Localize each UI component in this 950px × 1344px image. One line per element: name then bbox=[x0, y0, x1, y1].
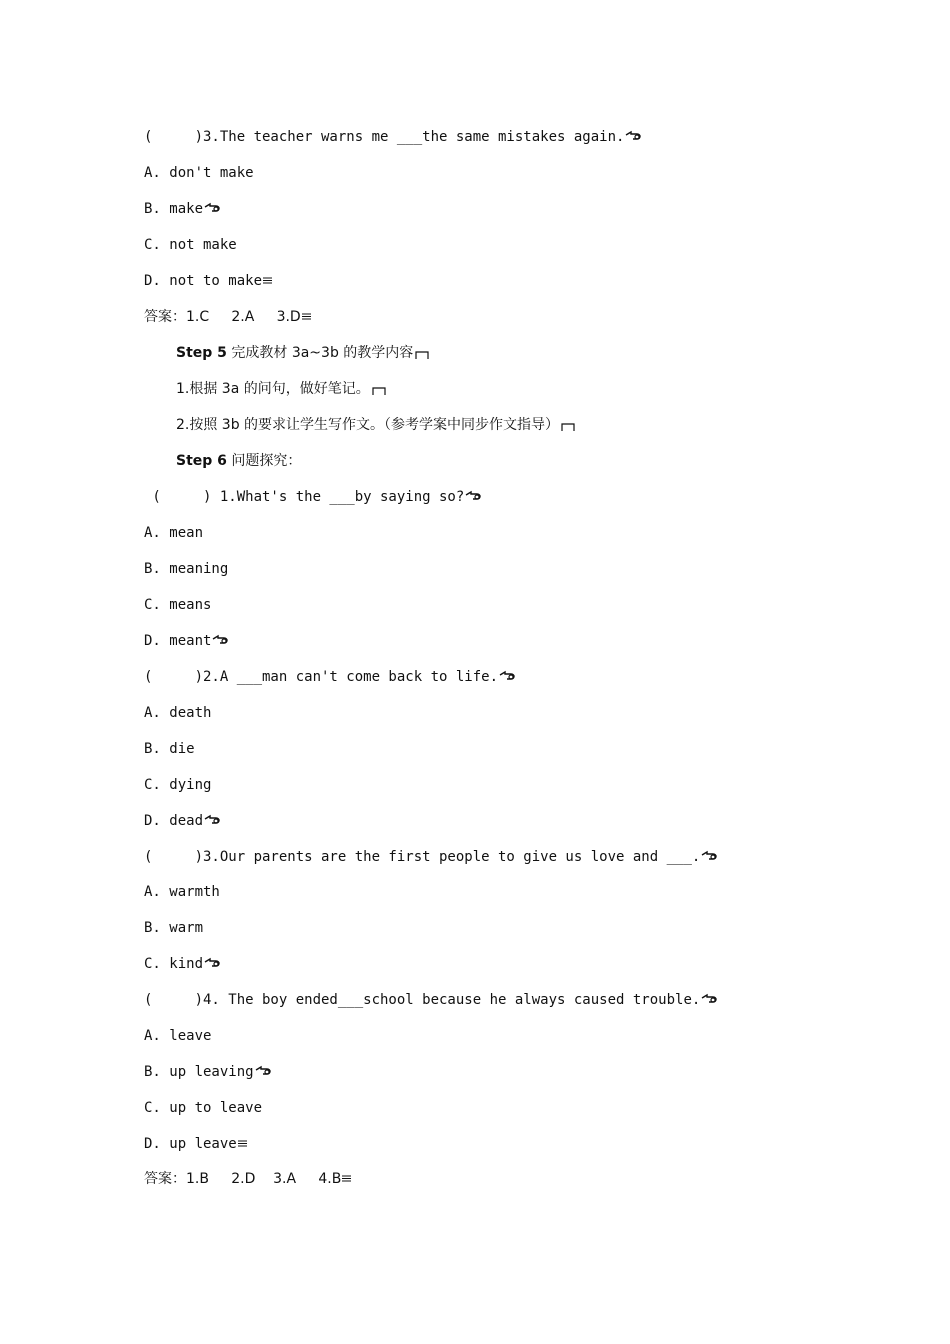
option-c: C. means bbox=[144, 597, 212, 613]
equals-end-icon bbox=[238, 1133, 248, 1143]
step5-heading bbox=[176, 342, 429, 364]
bracket-end-icon bbox=[415, 345, 429, 357]
option-d bbox=[144, 630, 230, 652]
question-stem bbox=[144, 486, 483, 508]
return-arrow-icon bbox=[701, 850, 719, 862]
option-b: B. meaning bbox=[144, 561, 229, 577]
option-d bbox=[144, 1133, 248, 1155]
equals-end-icon bbox=[263, 270, 273, 280]
question-stem bbox=[144, 126, 643, 148]
item-text: 2.按照 3b 的要求让学生写作文。（参考学案中同步作文指导） bbox=[176, 417, 560, 433]
option-b: B. die bbox=[144, 741, 195, 757]
return-arrow-icon bbox=[255, 1065, 273, 1077]
option-a: A. leave bbox=[144, 1028, 212, 1044]
step-title: 问题探究： bbox=[231, 453, 302, 469]
bracket-end-icon bbox=[372, 381, 386, 393]
question-stem bbox=[144, 666, 517, 688]
question-stem bbox=[144, 846, 719, 868]
step6-heading bbox=[176, 450, 301, 472]
stem-text: ( )3.Our parents are the first people to give us love and ___. bbox=[144, 849, 701, 865]
option-b bbox=[144, 198, 222, 220]
option-a: A. death bbox=[144, 705, 212, 721]
return-arrow-icon bbox=[204, 957, 222, 969]
option-c: C. up to leave bbox=[144, 1100, 263, 1116]
return-arrow-icon bbox=[465, 490, 483, 502]
return-arrow-icon bbox=[204, 814, 222, 826]
option-c: C. not make bbox=[144, 237, 237, 253]
option-text: D. dead bbox=[144, 813, 204, 829]
option-a: A. warmth bbox=[144, 884, 220, 900]
return-arrow-icon bbox=[625, 130, 643, 142]
option-text: D. meant bbox=[144, 633, 212, 649]
answer-line bbox=[144, 306, 312, 328]
stem-text: ( )3.The teacher warns me ___the same mistakes again. bbox=[144, 129, 625, 145]
equals-end-icon bbox=[342, 1168, 352, 1178]
option-d bbox=[144, 810, 222, 832]
option-a: A. don't make bbox=[144, 165, 254, 181]
answer-text: 答案：1.C 2.A 3.D bbox=[144, 309, 301, 325]
step-label: Step 6 bbox=[176, 453, 227, 469]
option-d bbox=[144, 270, 273, 292]
return-arrow-icon bbox=[212, 634, 230, 646]
option-text: D. not to make bbox=[144, 273, 263, 289]
stem-text: ( )2.A ___man can't come back to life. bbox=[144, 669, 499, 685]
return-arrow-icon bbox=[499, 670, 517, 682]
answer-text: 答案：1.B 2.D 3.A 4.B bbox=[144, 1171, 342, 1187]
option-a: A. mean bbox=[144, 525, 204, 541]
step-label: Step 5 bbox=[176, 345, 227, 361]
option-b: B. warm bbox=[144, 920, 204, 936]
option-b bbox=[144, 1061, 273, 1083]
bracket-end-icon bbox=[561, 417, 575, 429]
question-stem bbox=[144, 989, 719, 1011]
option-text: C. kind bbox=[144, 956, 204, 972]
option-text: B. up leaving bbox=[144, 1064, 254, 1080]
option-text: B. make bbox=[144, 201, 204, 217]
option-c: C. dying bbox=[144, 777, 212, 793]
equals-end-icon bbox=[302, 306, 312, 316]
option-text: D. up leave bbox=[144, 1136, 237, 1152]
item-text: 1.根据 3a 的问句，做好笔记。 bbox=[176, 381, 370, 397]
stem-text: ( ) 1.What's the ___by saying so? bbox=[144, 489, 465, 505]
return-arrow-icon bbox=[701, 993, 719, 1005]
stem-text: ( )4. The boy ended___school because he always caused trouble. bbox=[144, 992, 701, 1008]
answer-line bbox=[144, 1168, 352, 1190]
step5-item-1 bbox=[176, 378, 386, 400]
option-c bbox=[144, 953, 222, 975]
step-title: 完成教材 3a~3b 的教学内容 bbox=[231, 345, 414, 361]
return-arrow-icon bbox=[204, 202, 222, 214]
step5-item-2 bbox=[176, 414, 575, 436]
